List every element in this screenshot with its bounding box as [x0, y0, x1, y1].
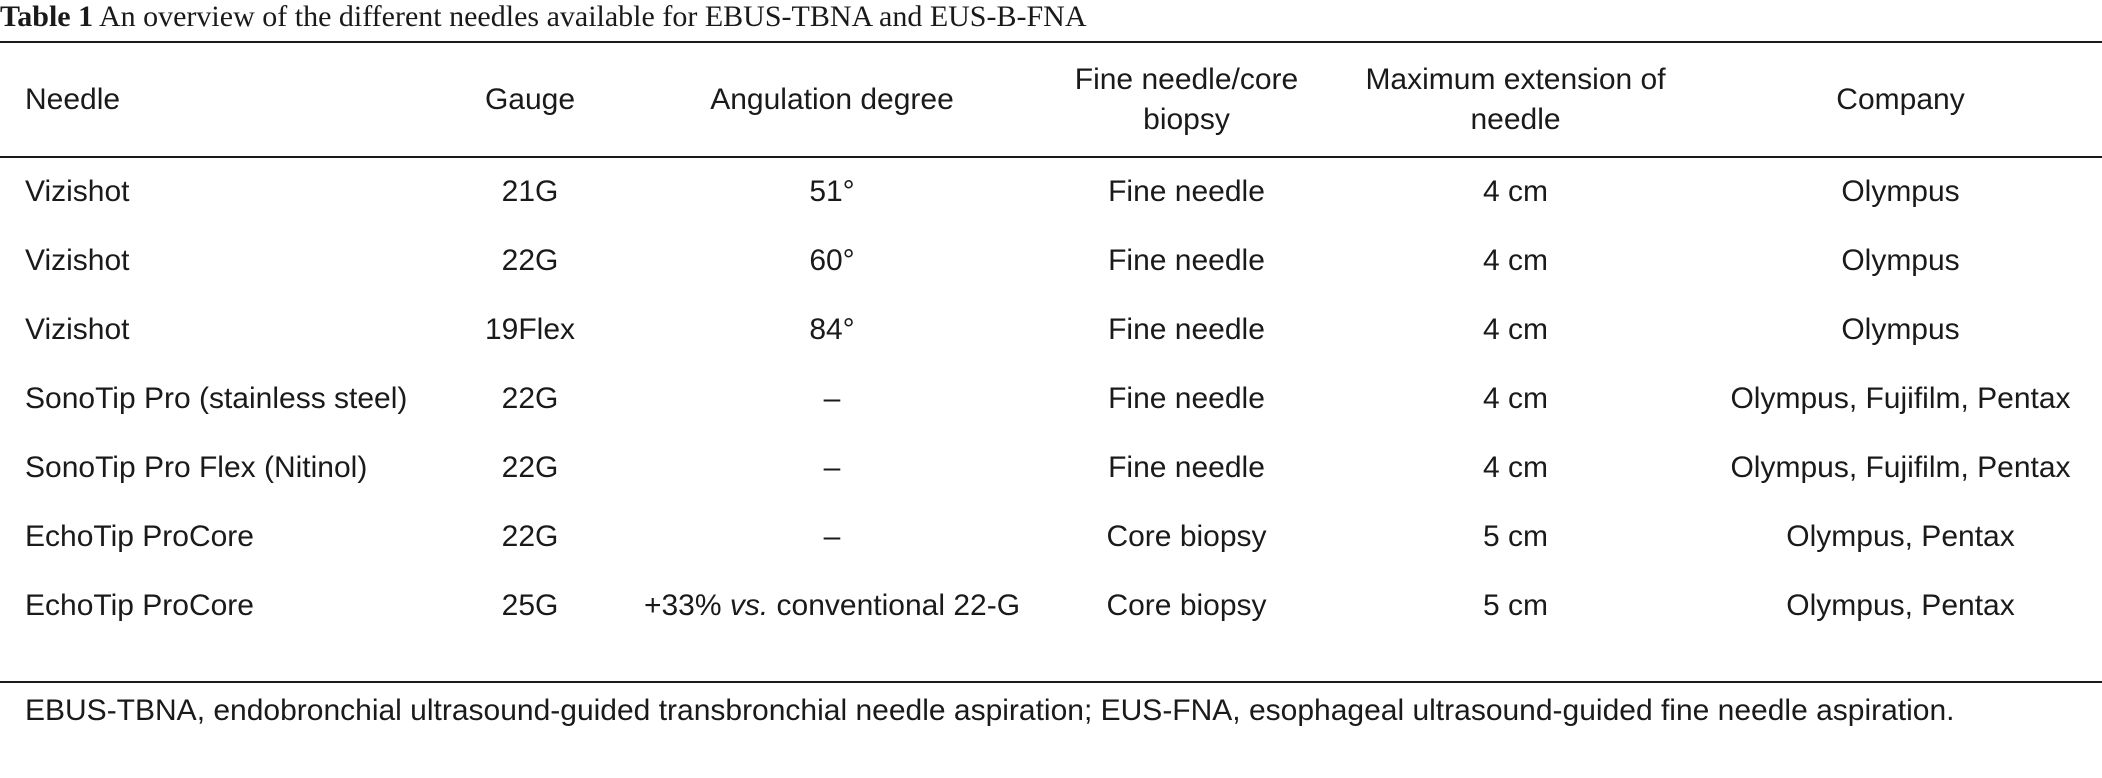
table-row: [0, 295, 2102, 364]
cell-company: Olympus: [1841, 244, 1960, 277]
cell-needle: SonoTip Pro (stainless steel): [25, 382, 408, 415]
cell-company: Olympus, Fujifilm, Pentax: [1730, 382, 2071, 415]
table-bottom-rule: [0, 681, 2102, 683]
cell-needle: EchoTip ProCore: [25, 589, 254, 622]
cell-needle: Vizishot: [25, 244, 130, 277]
cell-type: Core biopsy: [1106, 520, 1267, 553]
cell-gauge: 22G: [501, 451, 559, 484]
cell-gauge: 21G: [501, 175, 559, 208]
angulation-versus: vs.: [729, 589, 769, 622]
column-header-type: Fine needle/core biopsy: [1074, 63, 1299, 136]
cell-extension: 4 cm: [1482, 451, 1548, 484]
table-row: [0, 364, 2102, 433]
angulation-prefix: +33%: [643, 589, 730, 622]
cell-company: Olympus, Pentax: [1786, 520, 2015, 553]
cell-gauge: 22G: [501, 382, 559, 415]
cell-type: Core biopsy: [1106, 589, 1267, 622]
table-row: [0, 157, 2102, 226]
table-caption-text: An overview of the different needles available for EBUS-TBNA and EUS-B-FNA: [98, 0, 1087, 33]
table-header-rule: [0, 156, 2102, 158]
cell-gauge: 22G: [501, 244, 559, 277]
cell-type: Fine needle: [1108, 382, 1265, 415]
cell-type: Fine needle: [1108, 313, 1265, 346]
table-row: [0, 226, 2102, 295]
cell-company: Olympus: [1841, 175, 1960, 208]
column-header-gauge: Gauge: [484, 83, 576, 116]
cell-extension: 4 cm: [1482, 382, 1548, 415]
cell-angulation: [623, 571, 1041, 679]
cell-type: Fine needle: [1108, 175, 1265, 208]
cell-extension: 5 cm: [1482, 520, 1548, 553]
cell-extension: 4 cm: [1482, 244, 1548, 277]
cell-extension: 4 cm: [1482, 313, 1548, 346]
cell-angulation: –: [823, 451, 841, 484]
cell-angulation: 84°: [809, 313, 855, 346]
table-row: [0, 502, 2102, 571]
cell-needle: Vizishot: [25, 175, 130, 208]
cell-needle: Vizishot: [25, 313, 130, 346]
cell-company: Olympus: [1841, 313, 1960, 346]
table-row: [0, 433, 2102, 502]
table-row: [0, 571, 2102, 679]
table-caption-label: Table 1: [0, 0, 94, 33]
cell-needle: SonoTip Pro Flex (Nitinol): [25, 451, 368, 484]
cell-type: Fine needle: [1108, 451, 1265, 484]
column-header-needle: Needle: [25, 83, 121, 116]
column-header-angulation: Angulation degree: [710, 83, 954, 116]
cell-gauge: 22G: [501, 520, 559, 553]
table-header-row: [0, 43, 2102, 157]
cell-angulation: –: [823, 382, 841, 415]
needles-table: [0, 43, 2102, 679]
cell-company: Olympus, Pentax: [1786, 589, 2015, 622]
cell-angulation: 51°: [809, 175, 855, 208]
cell-extension: 4 cm: [1482, 175, 1548, 208]
cell-extension: 5 cm: [1482, 589, 1548, 622]
angulation-suffix: conventional 22-G: [768, 589, 1021, 622]
cell-angulation: –: [823, 520, 841, 553]
cell-needle: EchoTip ProCore: [25, 520, 254, 553]
cell-company: Olympus, Fujifilm, Pentax: [1730, 451, 2071, 484]
cell-gauge: 19Flex: [484, 313, 576, 346]
column-header-company: Company: [1836, 83, 1965, 116]
cell-type: Fine needle: [1108, 244, 1265, 277]
column-header-extension: Maximum extension of needle: [1365, 63, 1666, 136]
cell-angulation: 60°: [809, 244, 855, 277]
table-footnote: EBUS-TBNA, endobronchial ultrasound-guided transbronchial needle aspiration; EUS-FNA, esophageal ultrasound-guided fine needle aspiration.: [25, 694, 1955, 727]
cell-gauge: 25G: [501, 589, 559, 622]
table-caption: [0, 0, 1087, 40]
